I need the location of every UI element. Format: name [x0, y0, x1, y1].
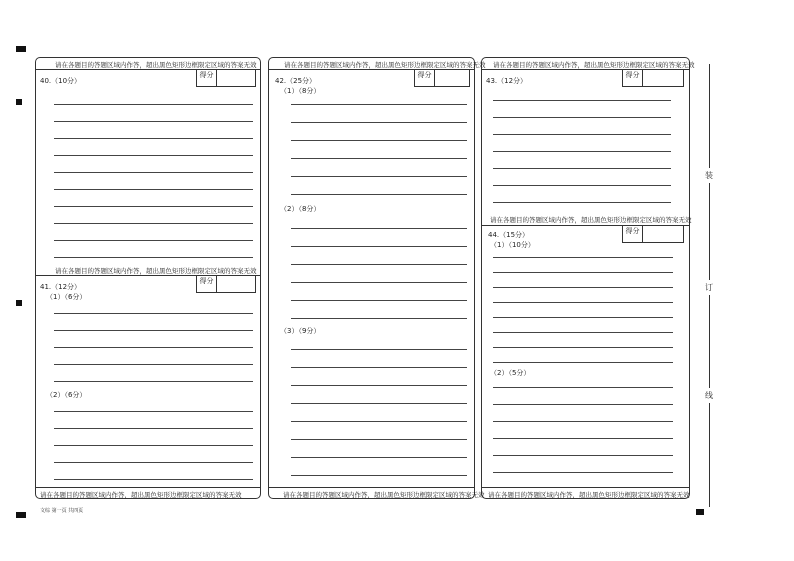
answer-line: [291, 264, 467, 265]
answer-notice: 请在各题目的答题区域内作答，超出黑色矩形边框限定区域的答案无效: [55, 267, 257, 275]
question-44-label: 44.（15分）: [488, 231, 530, 239]
score-label: 得分: [623, 226, 643, 242]
score-label: 得分: [197, 276, 217, 292]
answer-line: [291, 104, 467, 105]
answer-notice: 请在各题目的答题区域内作答，超出黑色矩形边框限定区域的答案无效: [284, 61, 486, 69]
answer-line: [493, 347, 673, 348]
binding-char-bottom: 线: [705, 388, 713, 403]
answer-line: [54, 172, 253, 173]
answer-line: [54, 189, 253, 190]
binding-char-top: 装: [705, 168, 713, 183]
answer-line: [291, 318, 467, 319]
answer-line: [54, 206, 253, 207]
answer-line: [291, 228, 467, 229]
answer-line: [291, 122, 467, 123]
answer-notice: 请在各题目的答题区域内作答，超出黑色矩形边框限定区域的答案无效: [493, 61, 695, 69]
registration-mark-bottom-right: [696, 509, 704, 515]
answer-line: [291, 246, 467, 247]
answer-line: [493, 134, 671, 135]
answer-line: [493, 438, 673, 439]
answer-line: [54, 104, 253, 105]
answer-line: [291, 367, 467, 368]
answer-line: [493, 302, 673, 303]
answer-line: [54, 240, 253, 241]
answer-line: [291, 475, 467, 476]
answer-line: [54, 364, 253, 365]
answer-line: [493, 404, 673, 405]
score-box-q44: [622, 225, 684, 243]
registration-mark-top: [16, 46, 26, 52]
answer-line: [291, 385, 467, 386]
score-box-q43: [622, 69, 684, 87]
page-footer: 文综 第一页 共四页: [40, 508, 84, 514]
score-box-q41: [196, 275, 256, 293]
answer-line: [291, 158, 467, 159]
answer-line: [54, 445, 253, 446]
registration-mark-bottom-left: [16, 512, 26, 518]
answer-line: [54, 428, 253, 429]
answer-panel-3: [481, 57, 690, 499]
answer-notice: 请在各题目的答题区域内作答，超出黑色矩形边框限定区域的答案无效: [488, 491, 690, 499]
answer-line: [54, 462, 253, 463]
answer-line: [493, 317, 673, 318]
registration-mark-middle: [16, 300, 22, 306]
answer-line: [493, 472, 673, 473]
answer-line: [493, 455, 673, 456]
answer-line: [493, 117, 671, 118]
answer-line: [493, 257, 673, 258]
answer-line: [291, 176, 467, 177]
question-42-label: 42.（25分）: [275, 77, 317, 85]
score-box-q42: [414, 69, 470, 87]
question-41-part-1: （1）（6分）: [46, 293, 87, 301]
answer-line: [54, 479, 253, 480]
answer-line: [291, 282, 467, 283]
binding-char-mid: 订: [705, 280, 713, 295]
answer-line: [493, 272, 673, 273]
answer-line: [493, 185, 671, 186]
question-42-part-1: （1）（8分）: [280, 87, 321, 95]
answer-line: [291, 457, 467, 458]
answer-line: [493, 151, 671, 152]
registration-mark-upper: [16, 99, 22, 105]
question-42-part-2: （2）（8分）: [280, 205, 321, 213]
score-label: 得分: [415, 70, 435, 86]
answer-line: [291, 403, 467, 404]
answer-line: [54, 121, 253, 122]
answer-line: [54, 347, 253, 348]
score-label: 得分: [197, 70, 217, 86]
answer-line: [54, 223, 253, 224]
question-41-label: 41.（12分）: [40, 283, 82, 291]
answer-line: [493, 332, 673, 333]
question-42-part-3: （3）（9分）: [280, 327, 321, 335]
answer-line: [54, 155, 253, 156]
answer-notice: 请在各题目的答题区域内作答，超出黑色矩形边框限定区域的答案无效: [490, 216, 692, 224]
answer-line: [54, 381, 253, 382]
answer-notice: 请在各题目的答题区域内作答，超出黑色矩形边框限定区域的答案无效: [55, 61, 257, 69]
divider: [481, 487, 690, 488]
answer-line: [291, 439, 467, 440]
question-41-part-2: （2）（6分）: [46, 391, 87, 399]
question-44-part-2: （2）（5分）: [490, 369, 531, 377]
answer-notice: 请在各题目的答题区域内作答，超出黑色矩形边框限定区域的答案无效: [283, 491, 485, 499]
answer-line: [493, 387, 673, 388]
question-43-label: 43.（12分）: [486, 77, 528, 85]
score-box-q40: [196, 69, 256, 87]
answer-notice: 请在各题目的答题区域内作答，超出黑色矩形边框限定区域的答案无效: [40, 491, 242, 499]
question-44-part-1: （1）（10分）: [490, 241, 535, 249]
answer-line: [291, 349, 467, 350]
divider: [268, 487, 475, 488]
answer-line: [54, 313, 253, 314]
answer-line: [493, 362, 673, 363]
answer-line: [493, 168, 671, 169]
answer-line: [493, 202, 671, 203]
answer-line: [54, 411, 253, 412]
answer-line: [493, 100, 671, 101]
answer-line: [54, 138, 253, 139]
answer-line: [291, 421, 467, 422]
answer-panel-2: [268, 57, 475, 499]
question-40-label: 40.（10分）: [40, 77, 82, 85]
answer-line: [54, 257, 253, 258]
answer-line: [291, 140, 467, 141]
divider: [35, 487, 261, 488]
answer-line: [493, 287, 673, 288]
answer-line: [493, 421, 673, 422]
answer-line: [291, 194, 467, 195]
score-label: 得分: [623, 70, 643, 86]
answer-line: [291, 300, 467, 301]
answer-line: [54, 330, 253, 331]
